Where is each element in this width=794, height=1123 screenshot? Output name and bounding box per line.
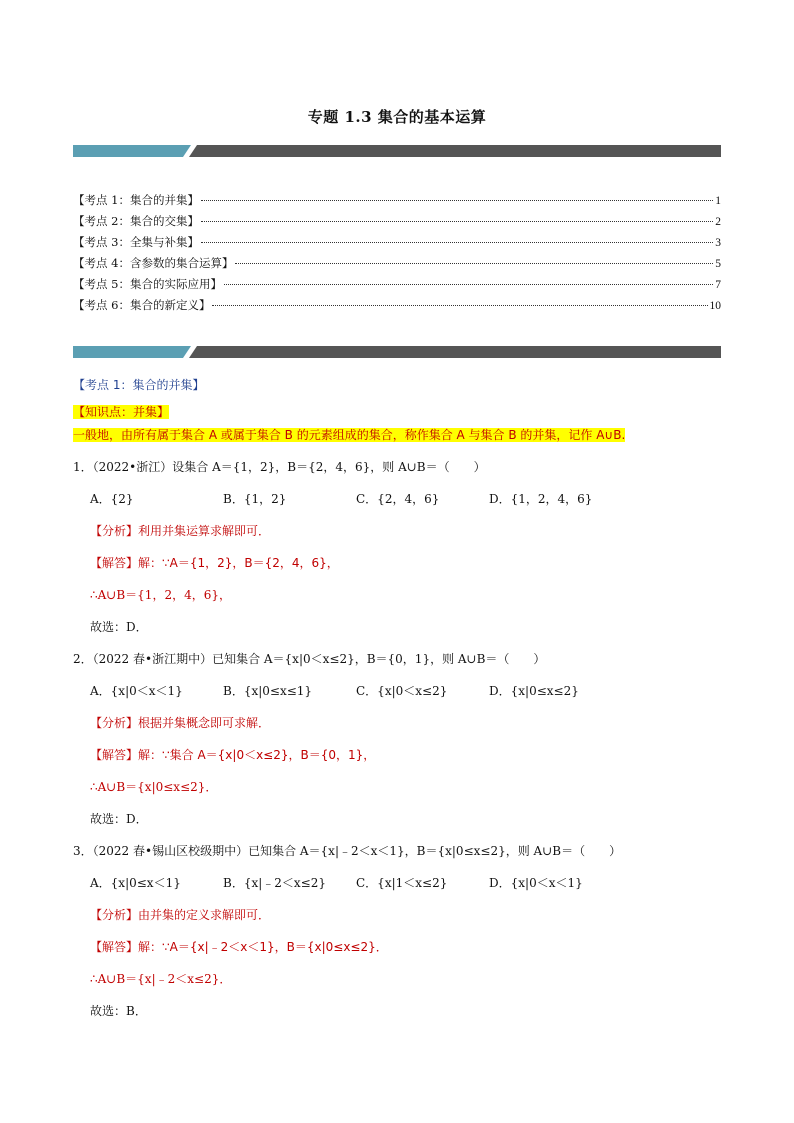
toc-entry-label: 【考点 6：集合的新定义】 — [73, 298, 211, 312]
toc-leader-dots — [235, 263, 713, 264]
toc-entry-label: 【考点 5：集合的实际应用】 — [73, 277, 222, 291]
option-a[interactable]: A．{2} — [90, 492, 134, 506]
answer-choice: 故选：B． — [90, 1004, 147, 1018]
toc-entry[interactable] — [73, 255, 721, 276]
page-title: 专题 1.3 集合的基本运算 — [307, 108, 487, 126]
solution-text: 【解答】解：∵A＝{1，2}，B＝{2，4，6}， — [90, 556, 339, 570]
option-b[interactable]: B．{x|﹣2＜x≤2} — [223, 876, 326, 890]
option-d[interactable]: D．{x|0≤x≤2} — [489, 684, 579, 698]
toc-page-number: 3 — [715, 237, 721, 249]
toc-leader-dots — [201, 200, 713, 201]
question-options — [90, 874, 622, 891]
toc-leader-dots — [212, 305, 707, 306]
toc-leader-dots — [201, 242, 713, 243]
solution-text: 【解答】解：∵A＝{x|﹣2＜x＜1}，B＝{x|0≤x≤2}． — [90, 940, 388, 954]
toc-entry[interactable] — [73, 276, 721, 297]
toc-page-number: 5 — [715, 258, 721, 270]
question-stem: 1．（2022•浙江）设集合 A＝{1，2}，B＝{2，4，6}，则 A∪B＝（ ） — [73, 460, 486, 474]
question-options — [90, 490, 622, 507]
toc-page-number: 10 — [709, 300, 721, 312]
answer-choice: 故选：D． — [90, 620, 148, 634]
question-options — [90, 682, 622, 699]
analysis-text: 【分析】利用并集运算求解即可． — [90, 524, 271, 538]
toc-entry[interactable] — [73, 297, 721, 318]
derivation-text: ∴A∪B＝{1，2，4，6}， — [90, 588, 231, 602]
question-stem: 3．（2022 春•锡山区校级期中）已知集合 A＝{x|﹣2＜x＜1}，B＝{x|0≤x≤2}，则 A∪B＝（ ） — [73, 844, 622, 858]
analysis-text: 【分析】根据并集概念即可求解． — [90, 716, 271, 730]
table-of-contents — [73, 192, 721, 318]
question-stem: 2．（2022 春•浙江期中）已知集合 A＝{x|0＜x≤2}，B＝{0，1}，则 A∪B＝（ ） — [73, 652, 546, 666]
derivation-text: ∴A∪B＝{x|﹣2＜x≤2}． — [90, 972, 232, 986]
section-heading: 【考点 1：集合的并集】 — [73, 378, 205, 392]
option-b[interactable]: B．{1，2} — [223, 492, 287, 506]
toc-entry[interactable] — [73, 213, 721, 234]
toc-entry[interactable] — [73, 192, 721, 213]
answer-choice: 故选：D． — [90, 812, 148, 826]
toc-page-number: 1 — [715, 195, 721, 207]
toc-entry-label: 【考点 3：全集与补集】 — [73, 235, 199, 249]
option-a[interactable]: A．{x|0＜x＜1} — [90, 684, 183, 698]
toc-leader-dots — [224, 284, 713, 285]
toc-entry-label: 【考点 2：集合的交集】 — [73, 214, 199, 228]
knowledge-point-body-text: 一般地，由所有属于集合 A 或属于集合 B 的元素组成的集合，称作集合 A 与集合 B 的并集，记作 A∪B. — [73, 428, 626, 442]
derivation-text: ∴A∪B＝{x|0≤x≤2}． — [90, 780, 218, 794]
knowledge-point-heading — [73, 403, 169, 420]
section-divider-bar — [73, 346, 721, 358]
knowledge-point-heading-text: 【知识点：并集】 — [73, 405, 170, 419]
option-c[interactable]: C．{x|1＜x≤2} — [356, 876, 448, 890]
toc-leader-dots — [201, 221, 713, 222]
header-divider-bar — [73, 145, 721, 157]
toc-page-number: 7 — [715, 279, 721, 291]
option-c[interactable]: C．{2，4，6} — [356, 492, 440, 506]
analysis-text: 【分析】由并集的定义求解即可． — [90, 908, 271, 922]
solution-text: 【解答】解：∵集合 A＝{x|0＜x≤2}，B＝{0，1}， — [90, 748, 376, 762]
option-b[interactable]: B．{x|0≤x≤1} — [223, 684, 313, 698]
toc-entry[interactable] — [73, 234, 721, 255]
option-c[interactable]: C．{x|0＜x≤2} — [356, 684, 448, 698]
option-d[interactable]: D．{x|0＜x＜1} — [489, 876, 583, 890]
option-a[interactable]: A．{x|0≤x＜1} — [90, 876, 181, 890]
option-d[interactable]: D．{1，2，4，6} — [489, 492, 593, 506]
toc-entry-label: 【考点 1：集合的并集】 — [73, 193, 199, 207]
toc-entry-label: 【考点 4：含参数的集合运算】 — [73, 256, 234, 270]
toc-page-number: 2 — [715, 216, 721, 228]
knowledge-point-body — [73, 426, 625, 443]
